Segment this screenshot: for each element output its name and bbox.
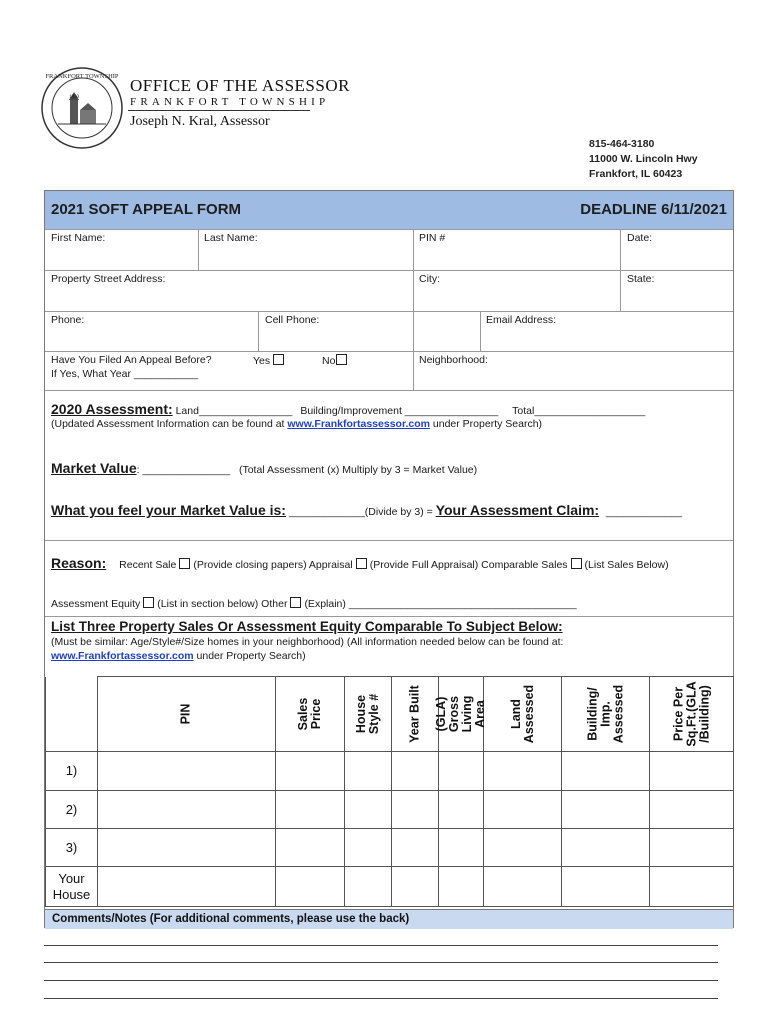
table-cell[interactable] [650,791,734,829]
form-title-bar [45,191,733,229]
column-header-land-assessed [484,677,562,752]
seal-year: 1850 [69,95,79,100]
office-subtitle: FRANKFORT TOWNSHIP [130,96,330,108]
table-header-blank [46,677,98,752]
row-label: 3) [46,829,98,867]
yes-checkbox[interactable] [273,354,284,365]
table-cell[interactable] [562,867,650,907]
column-header-text: Building/ Imp. Assessed [585,684,626,744]
market-value-note: (Total Assessment (x) Multiply by 3 = Market Value) [238,464,478,476]
table-cell[interactable] [275,752,344,791]
comments-label: Comments/Notes (For additional comments, please use the back) [52,913,410,925]
table-cell[interactable] [97,791,275,829]
pin-field[interactable]: PIN # [419,232,446,244]
market-value-heading: Market Value [51,460,137,476]
table-cell[interactable] [275,867,344,907]
table-cell[interactable] [562,829,650,867]
form-divider [413,229,414,390]
comment-line[interactable] [44,980,718,981]
table-cell[interactable] [344,867,391,907]
office-title: OFFICE OF THE ASSESSOR [130,76,350,95]
comparables-table [45,676,734,907]
table-row [46,752,734,791]
filed-year-field[interactable]: If Yes, What Year ___________ [51,368,199,380]
table-cell[interactable] [97,829,275,867]
comparable-sales-label: (Provide Full Appraisal) Comparable Sales [369,559,568,571]
column-header-text: Price Per Sq.Ft.(GLA /Building) [671,681,712,747]
form-divider [45,311,733,312]
assessment-note-pre: (Updated Assessment Information can be found at [51,418,288,430]
other-label: (List in section below) Other [157,598,288,610]
table-cell[interactable] [439,829,484,867]
table-cell[interactable] [344,829,391,867]
table-cell[interactable] [391,867,439,907]
assessment-equity-label: Assessment Equity [51,598,141,610]
row-label: Your House [46,867,98,907]
table-cell[interactable] [391,791,439,829]
form-divider [45,270,733,271]
reason-row-2 [51,597,577,610]
comment-line[interactable] [44,998,718,999]
column-header-text: Sales Price [295,697,323,731]
assessment-heading: 2020 Assessment: [51,401,173,417]
table-cell[interactable] [391,829,439,867]
table-cell[interactable] [650,752,734,791]
column-header-sales-price [275,677,344,752]
no-label: No [322,355,336,367]
table-cell[interactable] [344,752,391,791]
table-cell[interactable] [275,829,344,867]
phone-field[interactable]: Phone: [51,314,85,326]
contact-block [589,137,698,182]
column-header-building-assessed [562,677,650,752]
form-deadline: DEADLINE 6/11/2021 [580,201,727,218]
table-cell[interactable] [562,752,650,791]
feel-market-value-field[interactable]: _____________ [288,506,365,518]
list-sales-below-label: (List Sales Below) [584,559,669,571]
state-field[interactable]: State: [627,273,655,285]
contact-phone: 815-464-3180 [589,138,655,150]
table-cell[interactable] [484,829,562,867]
assessor-name: Joseph N. Kral, Assessor [130,114,270,129]
comments-bar [45,909,733,929]
comment-line[interactable] [44,945,718,946]
assessor-website-link[interactable]: www.Frankfortassessor.com [287,418,430,430]
contact-address-line2: Frankfort, IL 60423 [589,168,683,180]
form-divider [45,229,733,230]
table-cell[interactable] [439,791,484,829]
assessment-note-post: under Property Search) [429,418,543,430]
column-header-year-built [391,677,439,752]
form-divider [45,616,733,617]
appraisal-label: (Provide closing papers) Appraisal [193,559,353,571]
no-option[interactable] [322,354,350,367]
comparables-link-row [51,650,306,662]
table-header-row [46,677,734,752]
table-cell[interactable] [275,791,344,829]
table-cell[interactable] [344,791,391,829]
form-divider [198,229,199,270]
table-cell[interactable] [650,829,734,867]
divide-note: (Divide by 3) = [364,506,433,518]
table-cell[interactable] [650,867,734,907]
building-field[interactable]: Building/Improvement ________________ [300,405,499,417]
column-header-text: (GLA) Gross Living Area [434,695,488,733]
column-header-text: Year Built [407,685,422,743]
column-header-price-per-sqft [650,677,734,752]
market-value-field[interactable]: : _______________ [136,464,231,476]
assessment-claim-label: Your Assessment Claim: [435,502,600,518]
appraisal-checkbox[interactable] [356,558,367,569]
table-cell[interactable] [391,752,439,791]
column-header-text: House Style # [353,693,381,735]
table-cell[interactable] [439,752,484,791]
table-row [46,829,734,867]
assessment-row [51,401,645,417]
row-label: 1) [46,752,98,791]
filed-before-question: Have You Filed An Appeal Before? [51,354,212,366]
table-row [46,791,734,829]
comparable-sales-checkbox[interactable] [571,558,582,569]
table-cell[interactable] [439,867,484,907]
street-address-field[interactable]: Property Street Address: [51,273,166,285]
table-row [46,867,734,907]
seal-text: FRANKFORT TOWNSHIP [45,73,119,80]
township-seal-logo [40,66,124,150]
reason-heading: Reason: [51,555,107,571]
explain-field[interactable]: (Explain) _______________________________________ [304,598,577,610]
yes-label: Yes [253,355,271,367]
column-header-text: PIN [178,703,193,725]
first-name-field[interactable]: First Name: [51,232,106,244]
form-divider [258,311,259,351]
table-cell[interactable] [97,867,275,907]
cell-phone-field[interactable]: Cell Phone: [265,314,320,326]
form-title: 2021 SOFT APPEAL FORM [51,201,242,218]
claim-row [51,502,682,518]
no-checkbox[interactable] [336,354,347,365]
assessment-equity-checkbox[interactable] [143,597,154,608]
comparables-website-link[interactable]: www.Frankfortassessor.com [51,650,194,662]
other-checkbox[interactable] [290,597,301,608]
comparables-heading: List Three Property Sales Or Assessment Equity Comparable To Subject Below: [51,619,563,634]
column-header-gla [434,677,488,752]
yes-option[interactable] [253,354,287,367]
email-field[interactable]: Email Address: [486,314,557,326]
land-field[interactable]: Land________________ [175,405,293,417]
table-cell[interactable] [484,867,562,907]
assessment-note [51,418,542,430]
comparables-note: (Must be similar: Age/Style#/Size homes in your neighborhood) (All information needed below can be found at: [51,636,564,648]
last-name-field[interactable]: Last Name: [204,232,258,244]
city-field[interactable]: City: [419,273,440,285]
date-field[interactable]: Date: [627,232,653,244]
assessment-claim-field[interactable]: _____________ [606,506,682,518]
feel-market-value-label: What you feel your Market Value is: [51,502,286,518]
total-field[interactable]: Total___________________ [512,405,646,417]
recent-sale-label: Recent Sale [119,559,177,571]
form-divider [45,540,733,541]
market-value-row [51,460,477,476]
header-divider [128,110,310,111]
table-cell[interactable] [484,752,562,791]
column-header-pin [97,677,275,752]
form-divider [480,311,481,351]
form-divider [620,229,621,311]
comparables-link-post: under Property Search) [193,650,306,662]
form-divider [45,351,733,352]
table-cell[interactable] [562,791,650,829]
reason-row [51,555,669,571]
column-header-house-style [344,677,391,752]
neighborhood-field[interactable]: Neighborhood: [419,354,488,366]
row-label: 2) [46,791,98,829]
table-cell[interactable] [97,752,275,791]
comment-line[interactable] [44,962,718,963]
form-divider [45,390,733,391]
table-cell[interactable] [484,791,562,829]
contact-address-line1: 11000 W. Lincoln Hwy [589,153,698,165]
column-header-text: Land Assessed [508,684,536,744]
recent-sale-checkbox[interactable] [179,558,190,569]
